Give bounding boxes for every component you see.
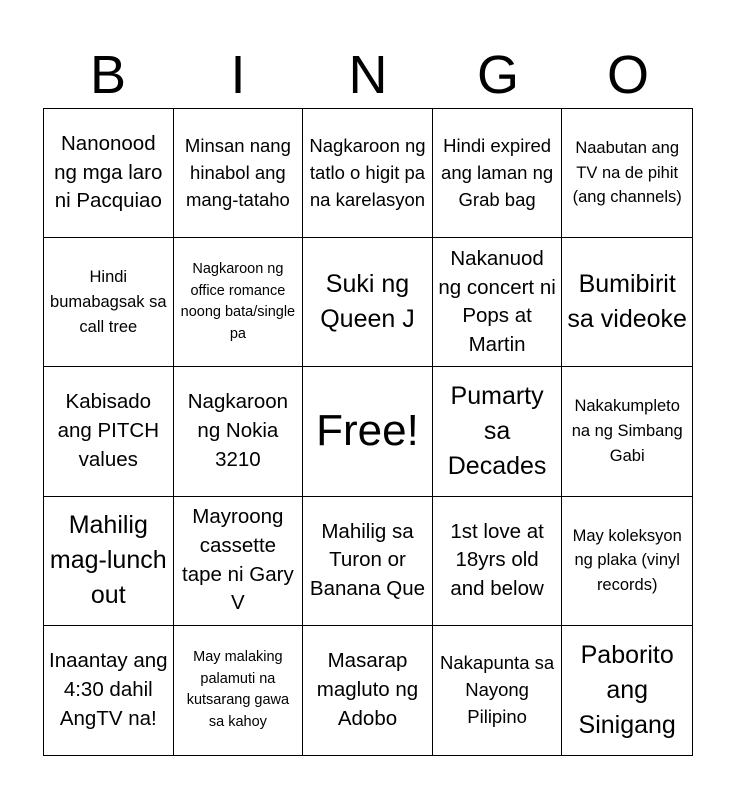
bingo-cell-i1[interactable]: [174, 109, 304, 238]
bingo-board: [43, 108, 693, 756]
bingo-cell-i4[interactable]: [174, 497, 304, 626]
cell-text: Masarap magluto ng Adobo: [316, 649, 419, 730]
bingo-cell-g2[interactable]: [433, 238, 563, 367]
cell-text: Nagkaroon ng office romance noong bata/single pa: [180, 260, 296, 343]
cell-text: Nakanuod ng concert ni Pops at Martin: [438, 246, 556, 356]
bingo-cell-o2[interactable]: [562, 238, 692, 367]
cell-text: May koleksyon ng plaka (vinyl records): [572, 526, 682, 595]
cell-text: Kabisado ang PITCH values: [57, 390, 159, 471]
cell-text: Suki ng Queen J: [320, 270, 415, 334]
cell-text: Hindi expired ang laman ng Grab bag: [441, 134, 554, 210]
cell-text: Mahilig sa Turon or Banana Que: [309, 519, 426, 601]
cell-text: Nakapunta sa Nayong Pilipino: [440, 652, 555, 727]
bingo-cell-i2[interactable]: [174, 238, 304, 367]
header-letter-i: I: [230, 45, 246, 105]
bingo-cell-g3[interactable]: [433, 367, 563, 496]
cell-text: Inaantay ang 4:30 dahil AngTV na!: [49, 649, 168, 730]
bingo-cell-b5[interactable]: [44, 626, 174, 755]
cell-text: Mayroong cassette tape ni Gary V: [182, 505, 294, 615]
bingo-cell-b1[interactable]: [44, 109, 174, 238]
cell-text: 1st love at 18yrs old and below: [450, 519, 544, 601]
cell-text: Nagkaroon ng Nokia 3210: [187, 390, 289, 471]
bingo-cell-g5[interactable]: [433, 626, 563, 755]
cell-text: Minsan nang hinabol ang mang-tataho: [184, 134, 291, 210]
bingo-cell-g4[interactable]: [433, 497, 563, 626]
bingo-cell-b3[interactable]: [44, 367, 174, 496]
header-letter-n: N: [348, 45, 388, 105]
cell-text: Nakakumpleto na ng Simbang Gabi: [571, 397, 683, 465]
bingo-cell-g1[interactable]: [433, 109, 563, 238]
bingo-cell-free[interactable]: [303, 367, 433, 496]
cell-text: Mahilig mag-lunch out: [49, 511, 167, 610]
cell-text: Pumarty sa Decades: [447, 381, 547, 480]
header-letter-g: G: [476, 45, 519, 105]
bingo-cell-i3[interactable]: [174, 367, 304, 496]
bingo-cell-n5[interactable]: [303, 626, 433, 755]
bingo-cell-n4[interactable]: [303, 497, 433, 626]
bingo-cell-o5[interactable]: [562, 626, 692, 755]
cell-text: Nagkaroon ng tatlo o higit pa na karelasyon: [309, 134, 426, 210]
cell-text: Bumibirit sa videoke: [567, 270, 687, 334]
bingo-cell-n1[interactable]: [303, 109, 433, 238]
bingo-header: [43, 42, 693, 108]
bingo-cell-b2[interactable]: [44, 238, 174, 367]
cell-text: Nanonood ng mga laro ni Pacquiao: [54, 132, 163, 213]
bingo-cell-o3[interactable]: [562, 367, 692, 496]
cell-text: Hindi bumabagsak sa call tree: [50, 268, 167, 336]
header-letter-b: B: [89, 45, 127, 105]
bingo-cell-o1[interactable]: [562, 109, 692, 238]
cell-text: May malaking palamuti na kutsarang gawa sa kahoy: [186, 648, 290, 731]
bingo-cell-n2[interactable]: [303, 238, 433, 367]
header-letter-o: O: [606, 45, 649, 105]
free-space-label: Free!: [316, 406, 419, 456]
bingo-cell-b4[interactable]: [44, 497, 174, 626]
cell-text: Paborito ang Sinigang: [578, 640, 676, 739]
cell-text: Naabutan ang TV na de pihit (ang channels): [572, 138, 682, 207]
bingo-cell-o4[interactable]: [562, 497, 692, 626]
bingo-cell-i5[interactable]: [174, 626, 304, 755]
